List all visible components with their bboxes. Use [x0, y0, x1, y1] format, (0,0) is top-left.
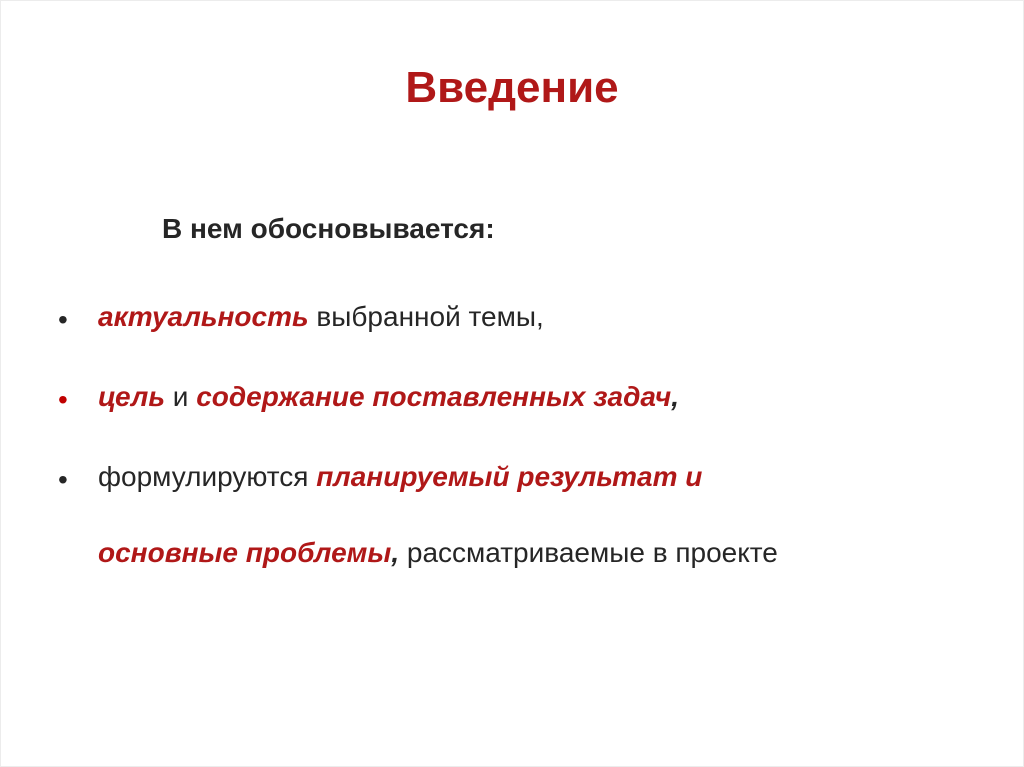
- list-item: [98, 300, 544, 334]
- emphasis-text: актуальность: [98, 301, 309, 332]
- bullet-marker: •: [58, 464, 68, 495]
- list-item: [98, 460, 702, 494]
- emphasis-text: содержание поставленных задач: [196, 381, 672, 412]
- emphasis-text: планируемый результат и: [316, 461, 703, 492]
- punctuation: ,: [671, 381, 680, 412]
- slide-title: Введение: [405, 63, 619, 112]
- body-text: выбранной темы,: [308, 301, 544, 332]
- punctuation: ,: [391, 537, 400, 568]
- intro-text: В нем обосновывается:: [162, 213, 495, 244]
- emphasis-text: основные проблемы: [98, 537, 392, 568]
- body-text: формулируются: [98, 461, 317, 492]
- body-text: и: [164, 381, 197, 412]
- bullet-marker: •: [58, 304, 68, 335]
- bullet-marker: •: [58, 384, 68, 415]
- emphasis-text: цель: [98, 381, 165, 412]
- body-text: рассматриваемые в проекте: [399, 537, 778, 568]
- list-item: [98, 380, 679, 414]
- list-item-continuation: [98, 536, 778, 570]
